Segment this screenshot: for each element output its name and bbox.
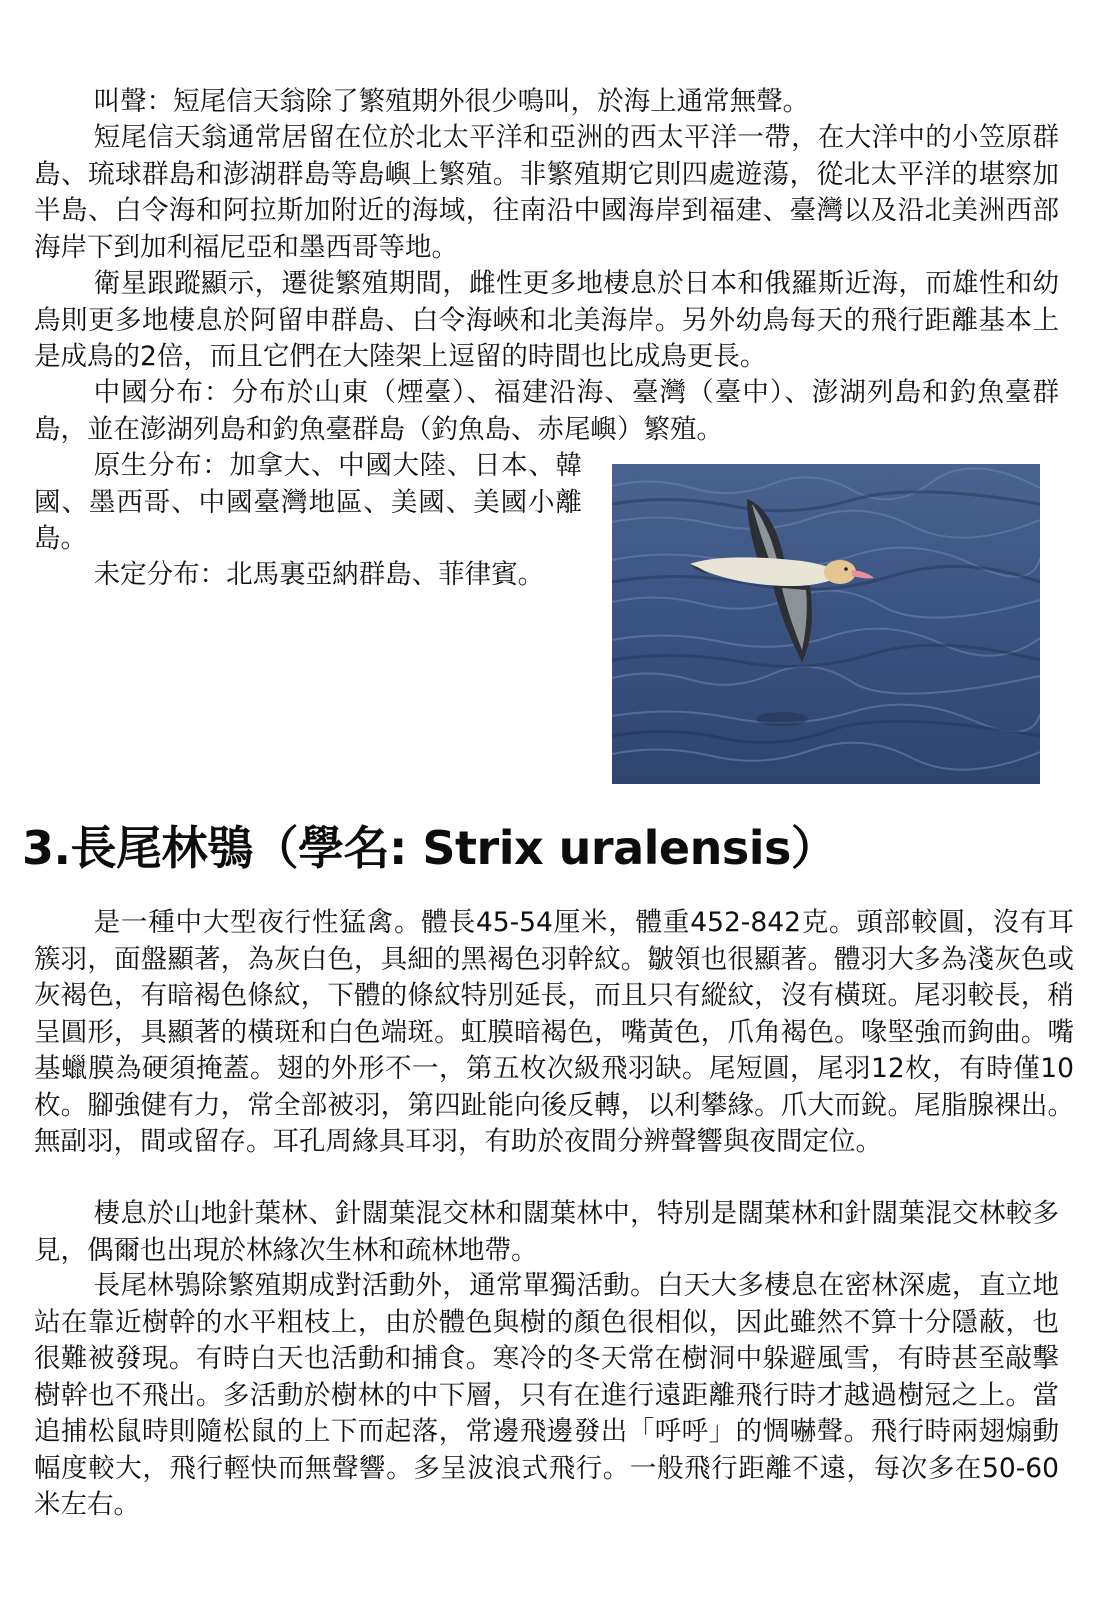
china-distribution-paragraph: 中國分布：分布於山東（煙臺）、福建沿海、臺灣（臺中）、澎湖列島和釣魚臺群島，並在澎湖列島和釣魚臺群島（釣魚島、赤尾嶼）繁殖。: [34, 377, 1059, 445]
owl-habitat-paragraph: 棲息於山地針葉林、針闊葉混交林和闊葉林中，特別是闊葉林和針闊葉混交林較多見，偶爾也出現於林緣次生林和疏林地帶。: [34, 1198, 1059, 1266]
albatross-photo: [612, 464, 1040, 784]
owl-description-paragraph: 是一種中大型夜行性猛禽。體長45-54厘米，體重452-842克。頭部較圓，沒有耳簇羽，面盤顯著，為灰白色，具細的黑褐色羽幹紋。皺領也很顯著。體羽大多為淺灰色或灰褐色，有暗褐色條紋，下體的條紋特別延長，而且只有縱紋，沒有橫斑。尾羽較長，稍呈圓形，具顯著的橫斑和白色端斑。虹膜暗褐色，嘴黃色，爪角褐色。喙堅強而鉤曲。嘴基蠟膜為硬須掩蓋。翅的外形不一，第五枚次級飛羽缺。尾短圓，尾羽12枚，有時僅10枚。腳強健有力，常全部被羽，第四趾能向後反轉，以利攀緣。爪大而銳。尾脂腺裸出。無副羽，間或留存。耳孔周緣具耳羽，有助於夜間分辨聲響與夜間定位。: [34, 907, 1074, 1157]
owl-section-heading: 3.長尾林鴞（學名: Strix uralensis）: [22, 821, 837, 875]
owl-behavior-paragraph: 長尾林鴞除繁殖期成對活動外，通常單獨活動。白天大多棲息在密林深處，直立地站在靠近樹幹的水平粗枝上，由於體色與樹的顏色很相似，因此雖然不算十分隱蔽，也很難被發現。有時白天也活動和捕食。寒冷的冬天常在樹洞中躲避風雪，有時甚至敲擊樹幹也不飛出。多活動於樹林的中下層，只有在進行遠距離飛行時才越過樹冠之上。當追捕松鼠時則隨松鼠的上下而起落，常邊飛邊發出「呼呼」的惆嚇聲。飛行時兩翅煽動幅度較大，飛行輕快而無聲響。多呈波浪式飛行。一般飛行距離不遠，每次多在50-60米左右。: [34, 1270, 1059, 1520]
albatross-photo-image: [612, 464, 1040, 784]
range-paragraph: 短尾信天翁通常居留在位於北太平洋和亞洲的西太平洋一帶，在大洋中的小笠原群島、琉球群島和澎湖群島等島嶼上繁殖。非繁殖期它則四處遊蕩，從北太平洋的堪察加半島、白令海和阿拉斯加附近的海域，往南沿中國海岸到福建、臺灣以及沿北美洲西部海岸下到加利福尼亞和墨西哥等地。: [34, 122, 1059, 263]
uncertain-distribution-paragraph: 未定分布：北馬裏亞納群島、菲律賓。: [93, 559, 545, 590]
sea-background: [612, 464, 1040, 784]
call-paragraph: 叫聲：短尾信天翁除了繁殖期外很少鳴叫，於海上通常無聲。: [93, 86, 810, 117]
native-distribution-paragraph: 原生分布：加拿大、中國大陸、日本、韓國、墨西哥、中國臺灣地區、美國、美國小離島。: [34, 450, 582, 554]
bird-reflection: [756, 712, 808, 726]
tracking-paragraph: 衛星跟蹤顯示，遷徙繁殖期間，雌性更多地棲息於日本和俄羅斯近海，而雄性和幼鳥則更多地棲息於阿留申群島、白令海峽和北美海岸。另外幼鳥每天的飛行距離基本上是成鳥的2倍，而且它們在大陸架上逗留的時間也比成鳥更長。: [34, 268, 1059, 372]
